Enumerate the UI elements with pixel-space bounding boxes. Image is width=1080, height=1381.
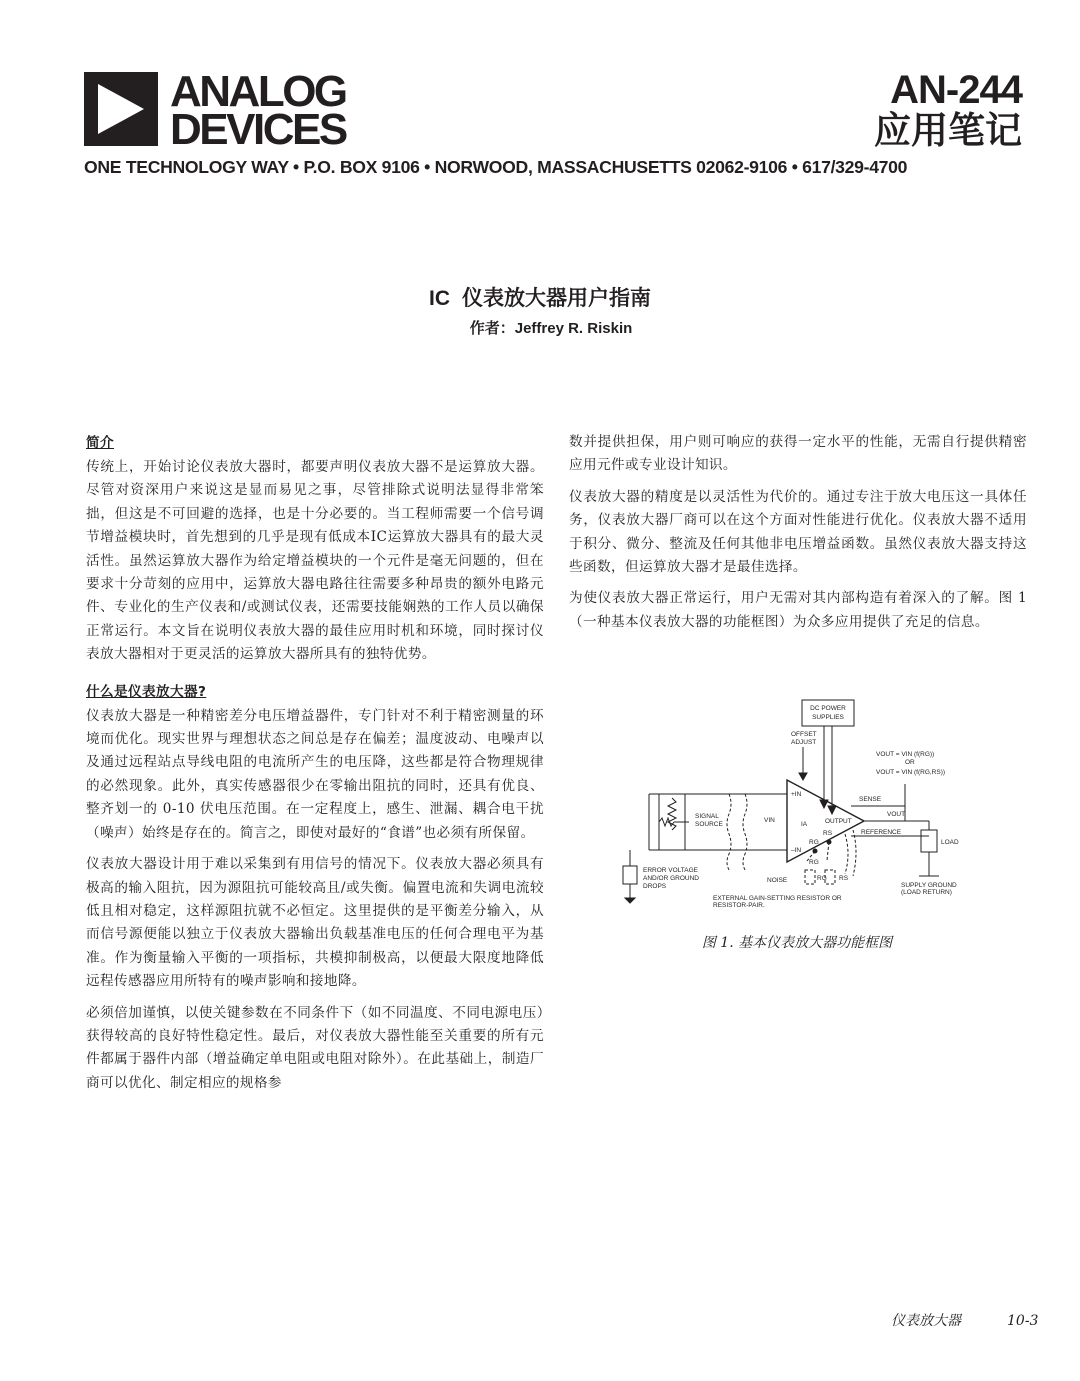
dc-power-box [802,700,854,726]
title-prefix: IC [429,287,450,310]
plus-in-label: +IN [791,791,802,798]
author-line [0,318,1080,339]
rg-label-2: RG [809,859,819,866]
rg-label-1: RG [809,839,819,846]
section-heading-intro: 简介 [86,435,114,451]
equation-1: VOUT = VIN (f(RG)) [876,751,935,758]
paragraph: 仪表放大器设计用于难以采集到有用信号的情况下。仪表放大器必须具有极高的输入阻抗，因为源阻抗可能较高且/或失衡。偏置电流和失调电流较低且相对稳定，这样源阻抗就不必恒定。这里提供的是平衡差分输入，从而信号源便能以独立于仪表放大器输出负载基准电压的任何合理电平为基准。作为衡量输入平衡的一项指标，共模抑制极高，以便最大限度地降低远程传感器应用所特有的噪声影响和接地降。 [86,856,544,990]
equation-or: OR [905,759,915,766]
left-column [86,432,544,1103]
output-label: OUTPUT [825,818,852,825]
company-address: ONE TECHNOLOGY WAY • P.O. BOX 9106 • NORWOOD, MASSACHUSETTS 02062-9106 • 617/329-4700 [84,157,908,177]
dc-power-label-2: SUPPLIES [812,714,844,721]
rg-label-3: RG [817,875,827,882]
page-title [0,284,1080,313]
figure-1-diagram [619,694,979,920]
paragraph: 传统上，开始讨论仪表放大器时，都要声明仪表放大器不是运算放大器。尽管对资深用户来说这是显而易见之事，尽管排除式说明法显得非常笨拙，但这是不可回避的选择，也是十分必要的。当工程师需要一个信号调节增益模块时，首先想到的几乎是现有低成本IC运算放大器具有的最大灵活性。虽然运算放大器作为给定增益模块的一个元件是毫无问题的，但在要求十分苛刻的应用中，运算放大器电路往往需要多种昂贵的额外电路元件、专业化的生产仪表和/或测试仪表，还需要技能娴熟的工作人员以确保正常运行。本文旨在说明仪表放大器的最佳应用时机和环境，同时探讨仪表放大器相对于更灵活的运算放大器所具有的独特优势。 [86,459,544,663]
rs-label: RS [823,830,833,837]
signal-source-label-1: SIGNAL [695,813,719,820]
page-number: 10-3 [1007,1313,1039,1329]
dc-power-label-1: DC POWER [810,705,846,712]
author-name: Jeffrey R. Riskin [514,320,633,337]
document-number: AN-244 [890,68,1022,112]
vout-label: VOUT [887,811,906,818]
external-note-1: EXTERNAL GAIN-SETTING RESISTOR OR [713,895,842,902]
section-heading-what-is: 什么是仪表放大器? [86,683,207,700]
right-column [569,431,1027,642]
load-box [921,830,937,852]
document-type: 应用笔记 [874,109,1022,152]
signal-source-label-2: SOURCE [695,821,723,828]
analog-devices-logo-icon [84,72,158,146]
sense-label: SENSE [859,796,882,803]
vin-label: VIN [764,817,775,824]
figure-caption: 图 1. 基本仪表放大器功能框图 [701,935,893,951]
minus-in-label: –IN [791,847,802,854]
logo-text-line1: ANALOG [170,67,346,116]
noise-label: NOISE [767,877,788,884]
load-label: LOAD [941,839,959,846]
author-label: 作者： [469,319,515,337]
reference-label: REFERENCE [861,829,902,836]
rs-label-2: RS [839,875,849,882]
paragraph: 仪表放大器的精度是以灵活性为代价的。通过专注于放大电压这一具体任务，仪表放大器厂商可以在这个方面对性能进行优化。仪表放大器不适用于积分、微分、整流及任何其他非电压增益函数。虽然仪表放大器支持这些函数，但运算放大器才是最佳选择。 [569,488,1027,576]
title-main: 仪表放大器用户指南 [462,286,651,310]
error-label-1: ERROR VOLTAGE [643,867,699,874]
paragraph: 必须倍加谨慎，以使关键参数在不同条件下（如不同温度、不同电源电压）获得较高的良好特性稳定性。最后，对仪表放大器性能至关重要的所有元件都属于器件内部（增益确定单电阻或电阻对除外）。在此基础上，制造厂商可以优化、制定相应的规格参 [86,1004,544,1091]
offset-label-1: OFFSET [791,731,817,738]
logo-text-line2: DEVICES [170,105,346,154]
supply-ground-label-1: SUPPLY GROUND [901,882,957,889]
paragraph: 仪表放大器是一种精密差分电压增益器件，专门针对不利于精密测量的环境而优化。现实世界与理想状态之间总是存在偏差；温度波动、电噪声以及通过远程站点导线电阻的电流所产生的电压降，这些都是符合物理规律的必然现象。此外，真实传感器很少在零输出阻抗的同时，还具有优良、整齐划一的 0-10 伏电压范围。在一定程度上，感生、泄漏、耦合电干扰（噪声）始终是存在的。简言之，即使对最好的“食谱”也必须有所保留。 [86,707,544,841]
offset-label-2: ADJUST [791,739,817,746]
external-note-2: RESISTOR-PAIR. [713,902,765,909]
ia-label: IA [801,821,808,828]
error-label-3: DROPS [643,883,667,890]
supply-ground-label-2: (LOAD RETURN) [901,889,952,896]
error-label-2: AND/OR GROUND [643,875,699,882]
paragraph: 为使仪表放大器正常运行，用户无需对其内部构造有着深入的了解。图 1（一种基本仪表放大器的功能框图）为众多应用提供了充足的信息。 [569,590,1027,630]
paragraph: 数并提供担保，用户则可响应的获得一定水平的性能，无需自行提供精密应用元件或专业设计知识。 [569,434,1027,474]
footer-title: 仪表放大器 [891,1313,961,1329]
equation-2: VOUT = VIN (f(RG,RS)) [876,769,946,776]
